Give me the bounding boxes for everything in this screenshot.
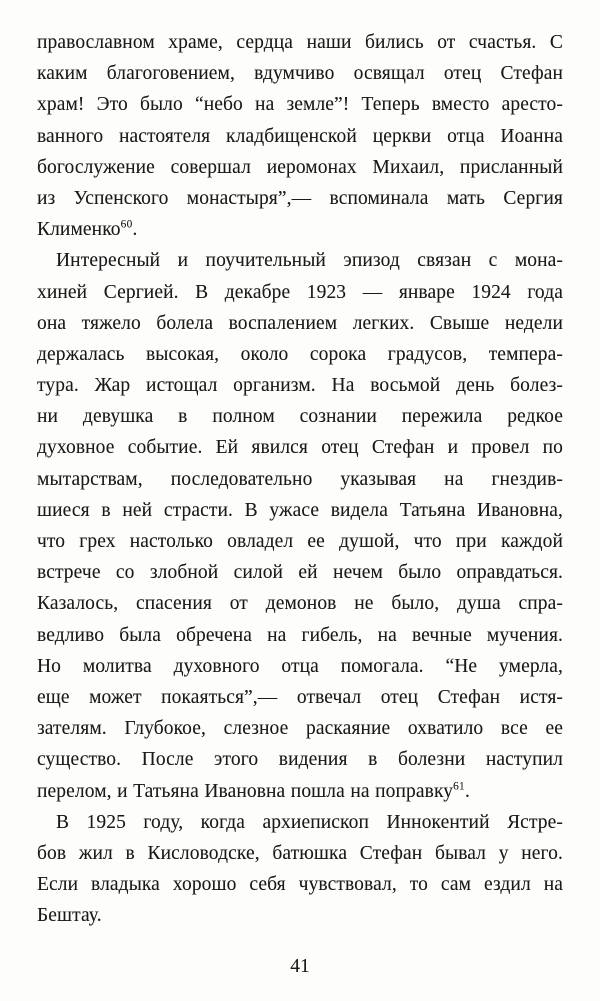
text-run: Казалось, спасения от демонов не было, душа спра- bbox=[37, 593, 563, 615]
text-line bbox=[37, 526, 563, 557]
text-run: она тяжело болела воспалением легких. Свыше недели bbox=[37, 312, 563, 334]
text-line bbox=[37, 838, 563, 869]
text-run: . bbox=[132, 219, 138, 241]
text-line bbox=[37, 682, 563, 713]
text-line bbox=[37, 152, 563, 183]
text-run: ни девушка в полном сознании пережила редкое bbox=[37, 406, 563, 428]
text-run: храм! Это было “небо на земле”! Теперь вместо аресто- bbox=[37, 94, 563, 116]
footnote-ref: 61 bbox=[453, 780, 465, 792]
text-run: держалась высокая, около сорока градусов, темпера- bbox=[37, 343, 563, 365]
page-number: 41 bbox=[290, 956, 310, 977]
text-line bbox=[37, 58, 563, 89]
text-line bbox=[37, 27, 563, 58]
text-line bbox=[37, 339, 563, 370]
text-run: зателям. Глубокое, слезное раскаяние охватило все ее bbox=[37, 718, 563, 740]
text-line bbox=[37, 900, 563, 931]
text-run: из Успенского монастыря”,— вспоминала мать Сергия bbox=[37, 187, 563, 209]
text-line bbox=[37, 401, 563, 432]
text-line bbox=[37, 620, 563, 651]
text-line bbox=[37, 183, 563, 214]
text-block bbox=[37, 27, 563, 931]
text-run: ведливо была обречена на гибель, на вечные мучения. bbox=[37, 624, 563, 646]
text-line bbox=[37, 807, 563, 838]
text-run: хиней Сергией. В декабре 1923 — январе 1924 года bbox=[37, 281, 563, 303]
text-line bbox=[37, 651, 563, 682]
text-line bbox=[37, 744, 563, 775]
text-run: . bbox=[465, 780, 470, 802]
text-run: встрече со злобной силой ей нечем было оправдаться. bbox=[37, 562, 563, 584]
text-line bbox=[37, 277, 563, 308]
text-run: богослужение совершал иеромонах Михаил, присланный bbox=[37, 156, 563, 178]
text-run: ванного настоятеля кладбищенской церкви отца Иоанна bbox=[37, 125, 563, 147]
footnote-ref: 60 bbox=[120, 218, 133, 231]
text-run: шиеся в ней страсти. В ужасе видела Татьяна Ивановна, bbox=[37, 499, 563, 521]
text-run: Если владыка хорошо себя чувствовал, то сам ездил на bbox=[37, 874, 563, 896]
text-run: существо. После этого видения в болезни наступил bbox=[37, 749, 563, 771]
text-run: Интересный и поучительный эпизод связан с мона- bbox=[56, 250, 563, 272]
text-line bbox=[37, 464, 563, 495]
text-line bbox=[37, 495, 563, 526]
text-line bbox=[37, 245, 563, 276]
text-line bbox=[37, 713, 563, 744]
text-run: православном храме, сердца наши бились от счастья. С bbox=[37, 32, 563, 53]
text-run: Клименко bbox=[37, 219, 121, 241]
text-line bbox=[37, 869, 563, 900]
text-run: тура. Жар истощал организм. На восьмой день болез- bbox=[37, 375, 563, 397]
text-line bbox=[37, 588, 563, 619]
text-run: бов жил в Кисловодске, батюшка Стефан бывал у него. bbox=[37, 842, 563, 864]
text-run: что грех настолько овладел ее душой, что при каждой bbox=[37, 531, 563, 552]
text-line bbox=[37, 370, 563, 401]
text-line bbox=[37, 214, 563, 245]
text-run: еще может покаяться”,— отвечал отец Стефан истя- bbox=[37, 686, 563, 708]
text-line bbox=[37, 432, 563, 463]
text-run: перелом, и Татьяна Ивановна пошла на поправку bbox=[37, 780, 454, 802]
text-run: Бештау. bbox=[37, 905, 102, 927]
text-line bbox=[37, 121, 563, 152]
text-run: духовное событие. Ей явился отец Стефан и провел по bbox=[37, 437, 563, 459]
text-run: каким благоговением, вдумчиво освящал отец Стефан bbox=[37, 63, 563, 85]
text-run: мытарствам, последовательно указывая на гнездив- bbox=[37, 468, 563, 490]
text-line bbox=[37, 557, 563, 588]
text-run: Но молитва духовного отца помогала. “Не умерла, bbox=[37, 655, 563, 677]
text-line bbox=[37, 776, 563, 807]
text-line bbox=[37, 89, 563, 120]
text-line bbox=[37, 308, 563, 339]
text-run: В 1925 году, когда архиепископ Иннокентий Ястре- bbox=[56, 811, 563, 833]
